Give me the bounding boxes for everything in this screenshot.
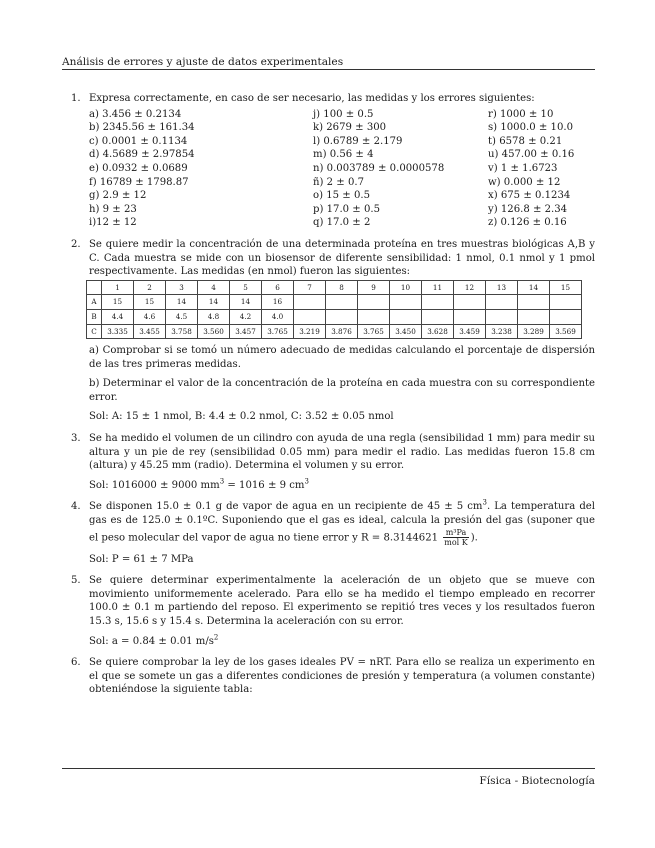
- table-cell: [422, 295, 454, 310]
- measurement-item: r) 1000 ± 10: [488, 108, 554, 120]
- problem-6: [62, 656, 595, 697]
- problem-5: [62, 574, 595, 648]
- measurement-item: e) 0.0932 ± 0.0689: [89, 162, 188, 174]
- table-cell: 3.335: [102, 324, 134, 339]
- table-cell: [454, 295, 486, 310]
- table-cell: 3.628: [422, 324, 454, 339]
- table-cell: 14: [230, 295, 262, 310]
- table-cell: 14: [166, 295, 198, 310]
- problem-number: 3.: [71, 433, 81, 445]
- measurement-item: g) 2.9 ± 12: [89, 190, 147, 202]
- measurement-item: j) 100 ± 0.5: [313, 108, 374, 120]
- table-cell: [518, 309, 550, 324]
- table-cell: [550, 295, 582, 310]
- table-cell: A: [87, 295, 102, 310]
- table-cell: 11: [422, 280, 454, 295]
- table-cell: 5: [230, 280, 262, 295]
- measurement-item: f) 16789 ± 1798.87: [89, 176, 189, 188]
- measurement-item: l) 0.6789 ± 2.179: [313, 135, 403, 147]
- problem-statement: Se quiere comprobar la ley de los gases ideales PV = nRT. Para ello se realiza un experimento en el que se somete un gas a diferentes condiciones de presión y temperatura (a volumen constante) obteniéndose la siguiente tabla:: [89, 657, 595, 696]
- measurement-item: h) 9 ± 23: [89, 203, 137, 215]
- measurement-item: w) 0.000 ± 12: [488, 176, 561, 188]
- table-cell: 4.0: [262, 309, 294, 324]
- table-cell: 3.459: [454, 324, 486, 339]
- table-cell: [326, 295, 358, 310]
- table-cell: 3.219: [294, 324, 326, 339]
- solution-part: = 1016 ± 9 cm: [224, 479, 305, 491]
- table-cell: 3.455: [134, 324, 166, 339]
- table-cell: [294, 309, 326, 324]
- table-cell: 12: [454, 280, 486, 295]
- table-row: [87, 324, 582, 339]
- table-cell: 9: [358, 280, 390, 295]
- solution-part: Sol: 1016000 ± 9000 mm: [89, 479, 220, 491]
- gas-constant-units: [443, 528, 468, 547]
- measurement-item: y) 126.8 ± 2.34: [488, 203, 568, 215]
- fraction-numerator: m³Pa: [443, 528, 468, 538]
- table-cell: 14: [198, 295, 230, 310]
- table-cell: [390, 309, 422, 324]
- measurement-item: x) 675 ± 0.1234: [488, 190, 571, 202]
- table-cell: [87, 280, 102, 295]
- table-cell: 4.5: [166, 309, 198, 324]
- problem-statement: Expresa correctamente, en caso de ser necesario, las medidas y los errores siguientes:: [89, 93, 535, 104]
- table-row: [87, 309, 582, 324]
- table-cell: 15: [134, 295, 166, 310]
- measurement-item: t) 6578 ± 0.21: [488, 135, 563, 147]
- measurement-list: [89, 108, 595, 230]
- fraction-denominator: mol K: [444, 537, 468, 547]
- problem-number: 6.: [71, 657, 81, 669]
- measurement-item: n) 0.003789 ± 0.0000578: [313, 162, 445, 174]
- problem-number: 2.: [71, 238, 81, 250]
- statement-part: Se disponen 15.0 ± 0.1 g de vapor de agua en un recipiente de 45 ± 5 cm: [89, 501, 483, 513]
- table-cell: 3.450: [390, 324, 422, 339]
- table-cell: 4.6: [134, 309, 166, 324]
- problem-number: 4.: [71, 501, 81, 513]
- footer-rule: [62, 768, 595, 769]
- page-header: Análisis de errores y ajuste de datos experimentales: [62, 56, 344, 68]
- measurement-item: v) 1 ± 1.6723: [488, 162, 558, 174]
- table-cell: 2: [134, 280, 166, 295]
- table-row: [87, 295, 582, 310]
- measurement-item: s) 1000.0 ± 10.0: [488, 122, 573, 134]
- table-cell: 3.560: [198, 324, 230, 339]
- problem-number: 1.: [71, 93, 81, 104]
- table-cell: 4.8: [198, 309, 230, 324]
- table-cell: [326, 309, 358, 324]
- table-cell: 3.238: [486, 324, 518, 339]
- table-cell: [422, 309, 454, 324]
- table-cell: [358, 295, 390, 310]
- measurement-item: o) 15 ± 0.5: [313, 190, 370, 202]
- table-cell: 3.765: [358, 324, 390, 339]
- exercise-list: [62, 92, 595, 705]
- table-cell: [294, 295, 326, 310]
- statement-part: ).: [470, 532, 478, 544]
- table-cell: 6: [262, 280, 294, 295]
- measurement-item: q) 17.0 ± 2: [313, 217, 371, 229]
- table-cell: 1: [102, 280, 134, 295]
- table-cell: 15: [550, 280, 582, 295]
- table-cell: 4.4: [102, 309, 134, 324]
- problem-statement: Se quiere medir la concentración de una determinada proteína en tres muestras biológicas A,B y C. Cada muestra se mide con un biosensor de diferente sensibilidad: 1 nmol, 0.1 nmol y 1 pmol respectivamente. Las medidas (en nmol) fueron las siguientes:: [89, 238, 595, 278]
- measurement-item: u) 457.00 ± 0.16: [488, 149, 575, 161]
- table-cell: [550, 309, 582, 324]
- measurement-item: b) 2345.56 ± 161.34: [89, 122, 195, 134]
- solution: [89, 479, 595, 493]
- table-cell: 10: [390, 280, 422, 295]
- table-cell: 3.765: [262, 324, 294, 339]
- table-cell: 3: [166, 280, 198, 295]
- problem-number: 5.: [71, 575, 81, 587]
- solution: [89, 635, 595, 649]
- table-cell: [358, 309, 390, 324]
- table-cell: 7: [294, 280, 326, 295]
- header-rule: [62, 69, 595, 70]
- measurement-item: ñ) 2 ± 0.7: [313, 176, 364, 188]
- table-cell: [486, 295, 518, 310]
- table-cell: 3.569: [550, 324, 582, 339]
- table-cell: C: [87, 324, 102, 339]
- measurement-item: d) 4.5689 ± 2.97854: [89, 149, 195, 161]
- table-cell: 3.457: [230, 324, 262, 339]
- measurement-item: a) 3.456 ± 0.2134: [89, 108, 182, 120]
- problem-statement: Se ha medido el volumen de un cilindro con ayuda de una regla (sensibilidad 1 mm) para medir su altura y un pie de rey (sensibilidad 0.05 mm) para medir el radio. Las medidas fueron 15.8 cm (altura) y 45.25 mm (radio). Determina el volumen y su error.: [89, 433, 595, 472]
- measurement-item: i)12 ± 12: [89, 217, 137, 229]
- problem-statement: [89, 500, 595, 546]
- measurement-item: p) 17.0 ± 0.5: [313, 203, 381, 215]
- part-a: a) Comprobar si se tomó un número adecuado de medidas calculando el porcentaje de dispersión de las tres primeras medidas.: [89, 345, 595, 370]
- table-cell: 15: [102, 295, 134, 310]
- problem-4: [62, 500, 595, 566]
- problem-3: [62, 432, 595, 492]
- table-cell: [390, 295, 422, 310]
- problem-1: [62, 92, 595, 230]
- table-cell: [454, 309, 486, 324]
- table-cell: 3.289: [518, 324, 550, 339]
- exponent: 3: [304, 477, 309, 486]
- exponent: 3: [219, 477, 225, 486]
- table-cell: 3.876: [326, 324, 358, 339]
- solution: Sol: P = 61 ± 7 MPa: [89, 553, 194, 565]
- solution: Sol: A: 15 ± 1 nmol, B: 4.4 ± 0.2 nmol, C: 3.52 ± 0.05 nmol: [89, 411, 394, 423]
- table-cell: 4.2: [230, 309, 262, 324]
- table-cell: 13: [486, 280, 518, 295]
- table-cell: 3.758: [166, 324, 198, 339]
- statement-part: . La temperatura del gas es de 125.0 ± 0.1ºC. Suponiendo que el gas es ideal, calcula la presión del gas (suponer que el peso molecular del vapor de agua no tiene error y R = 8.3144621: [89, 501, 595, 544]
- measurement-item: c) 0.0001 ± 0.1134: [89, 135, 188, 147]
- page-footer: Física - Biotecnología: [479, 775, 595, 787]
- exponent: 3: [482, 499, 487, 508]
- table-cell: 16: [262, 295, 294, 310]
- table-cell: 14: [518, 280, 550, 295]
- problem-2: [62, 238, 595, 424]
- problem-statement: Se quiere determinar experimentalmente la aceleración de un objeto que se mueve con movimiento uniformemente acelerado. Para ello se ha medido el tiempo empleado en recorrer 100.0 ± 0.1 m partiendo del reposo. El experimento se repitió tres veces y los resultados fueron 15.3 s, 15.6 s y 15.4 s. Determina la aceleración con su error.: [89, 575, 595, 627]
- measurement-table: [86, 280, 582, 339]
- measurement-item: k) 2679 ± 300: [313, 122, 387, 134]
- measurement-item: z) 0.126 ± 0.16: [488, 217, 567, 229]
- exponent: 2: [213, 633, 219, 642]
- table-cell: [486, 309, 518, 324]
- table-cell: [518, 295, 550, 310]
- measurement-item: m) 0.56 ± 4: [313, 149, 374, 161]
- table-cell: 8: [326, 280, 358, 295]
- table-cell: 4: [198, 280, 230, 295]
- solution-part: Sol: a = 0.84 ± 0.01 m/s: [89, 635, 214, 647]
- part-b: b) Determinar el valor de la concentración de la proteína en cada muestra con su correspondiente error.: [89, 378, 595, 403]
- table-header-row: [87, 280, 582, 295]
- table-cell: B: [87, 309, 102, 324]
